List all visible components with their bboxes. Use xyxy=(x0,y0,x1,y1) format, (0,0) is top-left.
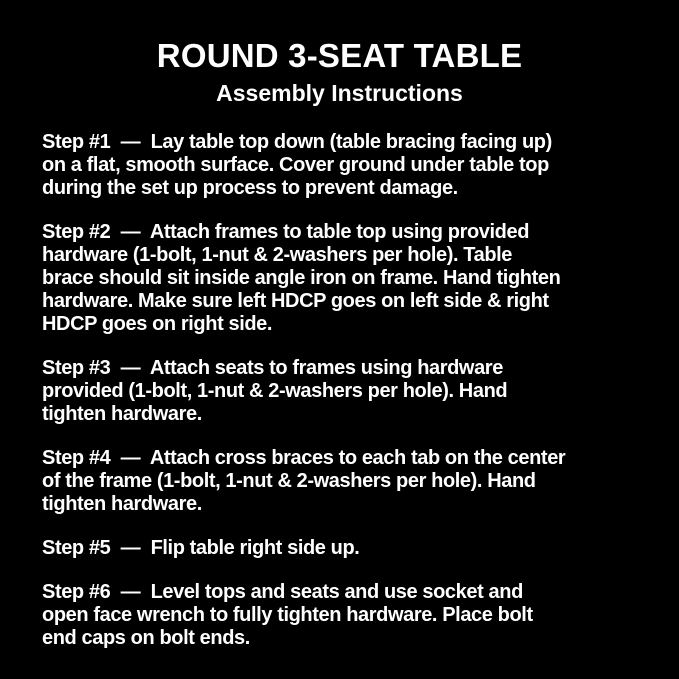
step-1 xyxy=(42,131,659,200)
instruction-line: tighten hardware. xyxy=(42,493,202,515)
instruction-line: end caps on bolt ends. xyxy=(42,627,250,649)
instruction-line: hardware (1-bolt, 1-nut & 2-washers per hole). Table xyxy=(42,244,513,266)
instruction-line: of the frame (1-bolt, 1-nut & 2-washers per hole). Hand xyxy=(42,470,536,492)
instruction-line: HDCP goes on right side. xyxy=(42,313,273,335)
page-title: ROUND 3-SEAT TABLE xyxy=(156,37,523,74)
instruction-line: open face wrench to fully tighten hardware. Place bolt xyxy=(42,604,533,626)
instruction-line: Step #2 — Attach frames to table top using provided xyxy=(42,221,530,243)
instruction-line: brace should sit inside angle iron on frame. Hand tighten xyxy=(42,267,561,289)
instruction-line: Step #1 — Lay table top down (table bracing facing up) xyxy=(42,131,552,153)
page-subtitle: Assembly Instructions xyxy=(216,80,463,106)
instruction-line: provided (1-bolt, 1-nut & 2-washers per hole). Hand xyxy=(42,380,508,402)
instruction-steps xyxy=(42,131,659,650)
instruction-line: hardware. Make sure left HDCP goes on left side & right xyxy=(42,290,549,312)
instruction-line: Step #4 — Attach cross braces to each tab on the center xyxy=(42,447,566,469)
step-4 xyxy=(42,447,659,516)
instruction-line: on a flat, smooth surface. Cover ground under table top xyxy=(42,154,549,176)
step-5 xyxy=(42,537,659,560)
step-6 xyxy=(42,581,659,650)
instruction-line: Step #3 — Attach seats to frames using hardware xyxy=(42,357,503,379)
step-3 xyxy=(42,357,659,426)
instruction-line: tighten hardware. xyxy=(42,403,202,425)
instruction-line: during the set up process to prevent damage. xyxy=(42,177,458,199)
instruction-line: Step #5 — Flip table right side up. xyxy=(42,537,360,559)
instruction-line: Step #6 — Level tops and seats and use socket and xyxy=(42,581,523,603)
step-2 xyxy=(42,221,659,336)
